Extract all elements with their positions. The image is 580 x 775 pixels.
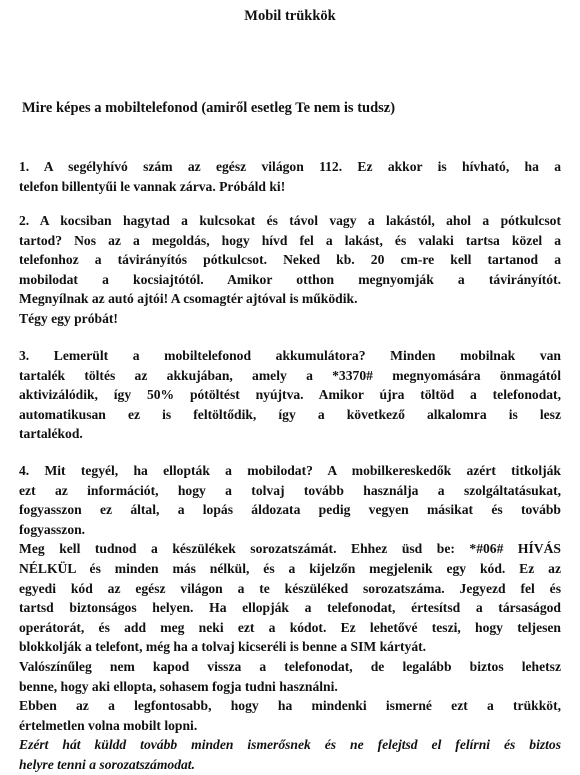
text-line: mobilodat a kocsiajtótól. Amikor otthon megnyomják a távirányítót. bbox=[19, 271, 561, 287]
text-line: tartsd biztonságos helyen. Ha ellopják a telefonodat, értesítsd a társaságod bbox=[19, 600, 561, 616]
text-line: Valószínűleg nem kapod vissza a telefonodat, de legalább biztos lehetsz bbox=[19, 658, 561, 674]
paragraph-stolen-phone bbox=[19, 461, 561, 775]
text-line: helyre tenni a sorozatszámodat. bbox=[19, 756, 195, 772]
text-line: tartod? Nos az a megoldás, hogy hívd fel a lakást, és valaki tartsa közel a bbox=[19, 232, 561, 248]
paragraph-car-keys bbox=[19, 211, 561, 329]
text-line: 3. Lemerült a mobiltelefonod akkumulátora? Minden mobilnak van bbox=[19, 348, 561, 363]
text-line: operátorát, és add meg neki ezt a kódot. Ez lehetővé teszi, hogy teljesen bbox=[19, 619, 561, 635]
text-line: tartalékod. bbox=[19, 426, 83, 442]
text-line: benne, hogy aki ellopta, sohasem fogja tudni használni. bbox=[19, 678, 338, 694]
page-title: Mobil trükkök bbox=[244, 8, 336, 24]
text-line: aktivizálódik, így 50% pótöltést nyújtva. Amikor újra töltöd a telefonodat, bbox=[19, 387, 561, 403]
text-line: telefonhoz a távirányítós pótkulcsot. Neked kb. 20 cm-re kell tartanod a bbox=[19, 252, 561, 268]
text-line: telefon billentyűi le vannak zárva. Próbáld ki! bbox=[19, 178, 286, 194]
paragraph-battery-reserve bbox=[19, 346, 561, 444]
text-line: Megnyílnak az autó ajtói! A csomagtér ajtóval is működik. bbox=[19, 291, 358, 307]
text-line: automatikusan ez is feltöltődik, így a következő alkalomra is lesz bbox=[19, 406, 561, 422]
paragraph-emergency-number bbox=[19, 157, 561, 196]
document-subtitle: Mire képes a mobiltelefonod (amiről esetleg Te nem is tudsz) bbox=[22, 100, 396, 116]
text-line: blokkolják a telefont, még ha a tolvaj kicseréli is benne a SIM kártyát. bbox=[19, 639, 427, 655]
text-line: ezt az információt, hogy a tolvaj tovább használja a szolgáltatásukat, bbox=[19, 482, 561, 498]
text-line: értelmetlen volna mobilt lopni. bbox=[19, 717, 198, 733]
text-line: fogyasszon ez által, a lopás áldozata pedig vegyen másikat és tovább bbox=[19, 502, 561, 518]
text-line: 1. A segélyhívó szám az egész világon 112. Ez akkor is hívható, ha a bbox=[19, 159, 561, 174]
text-line: egyedi kód az egész világon a te készüléked sorozatszáma. Jegyezd fel és bbox=[19, 580, 561, 596]
text-line: Ezért hát küldd tovább minden ismerősnek és ne felejtsd el felírni és biztos bbox=[19, 737, 561, 753]
text-line: Meg kell tudnod a készülékek sorozatszámát. Ehhez üsd be: *#06# HÍVÁS bbox=[19, 541, 561, 557]
text-line: 2. A kocsiban hagytad a kulcsokat és távol vagy a lakástól, ahol a pótkulcsot bbox=[19, 213, 561, 228]
text-line: fogyasszon. bbox=[19, 521, 86, 537]
text-line: tartalék töltés az akkujában, amely a *3370# megnyomására önmagától bbox=[19, 367, 561, 383]
text-line: NÉLKÜL és minden más nélkül, és a kijelzőn megjelenik egy kód. Ez az bbox=[19, 560, 561, 576]
text-line: Ebben az a legfontosabb, hogy ha mindenki ismerné ezt a trükköt, bbox=[19, 698, 561, 714]
text-line: Tégy egy próbát! bbox=[19, 310, 118, 326]
text-line: 4. Mit tegyél, ha ellopták a mobilodat? A mobilkereskedők azért titkolják bbox=[19, 463, 561, 478]
